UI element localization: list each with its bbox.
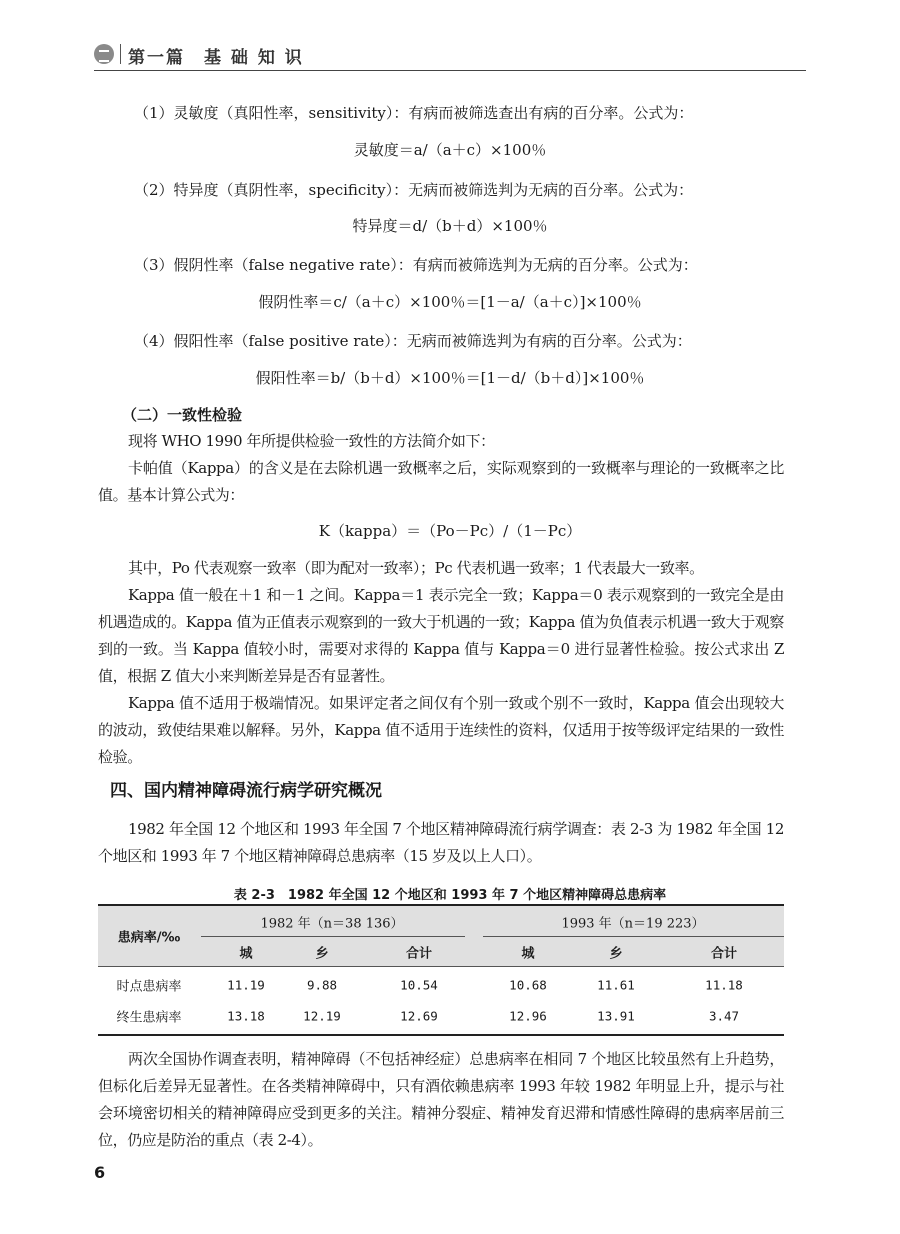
paragraph-kappa-definition: 卡帕值（Kappa）的含义是在去除机遇一致概率之后，实际观察到的一致概率与理论的一致概率之比值。基本计算公式为： [98,459,784,504]
group2-rule [483,936,784,937]
table-cell: 3.47 [708,1008,740,1024]
table-cell: 12.96 [509,1008,547,1024]
table-cell: 10.68 [509,977,547,993]
running-header [94,40,806,72]
table-cell: 10.54 [400,977,438,993]
subheader-1993-total: 合计 [710,946,738,962]
paragraph-conclusion: 两次全国协作调查表明，精神障碍（不包括神经症）总患病率在相同 7 个地区比较虽然有上升趋势，但标化后差异无显著性。在各类精神障碍中，只有酒依赖患病率 1993 年较 1982 年明显上升，提示与社会环境密切相关的精神障碍应受到更多的关注。精神分裂症、精神发育迟滞和情感性障碍的患病率居前三位，仍应是防治的重点（表 2-4）。 [98,1050,784,1149]
formula-kappa: K（kappa）＝（Po－Pc）/（1－Pc） [318,522,582,540]
formula-specificity: 特异度＝d/（b＋d）×100％ [352,217,548,235]
table-cell: 12.19 [303,1008,341,1024]
group-1982-header: 1982 年（n＝38 136） [260,916,404,932]
part-title: 第一篇 基 础 知 识 [128,48,304,68]
row-header-label: 患病率/‰ [117,930,181,946]
group1-rule [201,936,465,937]
row-label-lifetime: 终生患病率 [116,1010,182,1026]
paragraph-survey: 1982 年全国 12 个地区和 1993 年全国 7 个地区精神障碍流行病学调查：表 2-3 为 1982 年全国 12 个地区和 1993 年 7 个地区精神障碍总患病率（15 岁及以上人口）。 [98,820,784,865]
formula-false-positive: 假阳性率＝b/（b＋d）×100％＝[1－d/（b＋d）]×100％ [255,369,645,387]
item-sensitivity: （1）灵敏度（真阳性率，sensitivity）：有病而被筛选查出有病的百分率。公式为： [134,104,694,122]
table-cell: 13.18 [227,1008,265,1024]
subheading-consistency: （二）一致性检验 [122,406,243,424]
header-bottom-rule [98,966,784,967]
paragraph-kappa-limits: Kappa 值不适用于极端情况。如果评定者之间仅有个别一致或个别不一致时，Kappa 值会出现较大的波动，致使结果难以解释。另外，Kappa 值不适用于连续性的资料，仅适用于按等级评定结果的一致性检验。 [98,694,784,766]
book-logo-icon [94,44,114,64]
subheader-1993-urban: 城 [521,946,535,962]
prevalence-table [98,904,784,1036]
paragraph-intro: 现将 WHO 1990 年所提供检验一致性的方法简介如下： [128,432,495,450]
formula-sensitivity: 灵敏度＝a/（a＋c）×100％ [353,141,547,159]
table-cell: 11.18 [705,977,743,993]
page-number: 6 [94,1163,106,1182]
section-title: 四、国内精神障碍流行病学研究概况 [110,781,382,801]
item-false-negative: （3）假阴性率（false negative rate）：有病而被筛选判为无病的百分率。公式为： [134,256,698,274]
table-cell: 11.61 [597,977,635,993]
table-cell: 12.69 [400,1008,438,1024]
header-rule [94,70,806,71]
table-cell: 13.91 [597,1008,635,1024]
group-1993-header: 1993 年（n＝19 223） [561,916,705,932]
header-divider [120,44,121,64]
paragraph-kappa-terms: 其中，Po 代表观察一致率（即为配对一致率）；Pc 代表机遇一致率；1 代表最大一致率。 [128,559,704,577]
item-false-positive: （4）假阳性率（false positive rate）：无病而被筛选判为有病的百分率。公式为： [134,332,692,350]
subheader-1982-rural: 乡 [315,946,329,962]
table-caption: 表 2-3 1982 年全国 12 个地区和 1993 年 7 个地区精神障碍总患病率 [233,888,667,903]
row-label-point: 时点患病率 [116,979,182,995]
subheader-1982-total: 合计 [405,946,433,962]
paragraph-kappa-range: Kappa 值一般在＋1 和－1 之间。Kappa＝1 表示完全一致；Kappa＝0 表示观察到的一致完全是由机遇造成的。Kappa 值为正值表示观察到的一致大于机遇的一致；Kappa 值为负值表示机遇一致大于观察到的一致。当 Kappa 值较小时，需要对求得的 Kappa 值与 Kappa＝0 进行显著性检验。按公式求出 Z 值，根据 Z 值大小来判断差异是否有显著性。 [98,586,784,685]
table-cell: 9.88 [306,977,338,993]
subheader-1982-urban: 城 [239,946,253,962]
formula-false-negative: 假阴性率＝c/（a＋c）×100％＝[1－a/（a＋c）]×100％ [258,293,642,311]
table-cell: 11.19 [227,977,265,993]
subheader-1993-rural: 乡 [609,946,623,962]
item-specificity: （2）特异度（真阴性率，specificity）：无病而被筛选判为无病的百分率。公式为： [134,181,694,199]
